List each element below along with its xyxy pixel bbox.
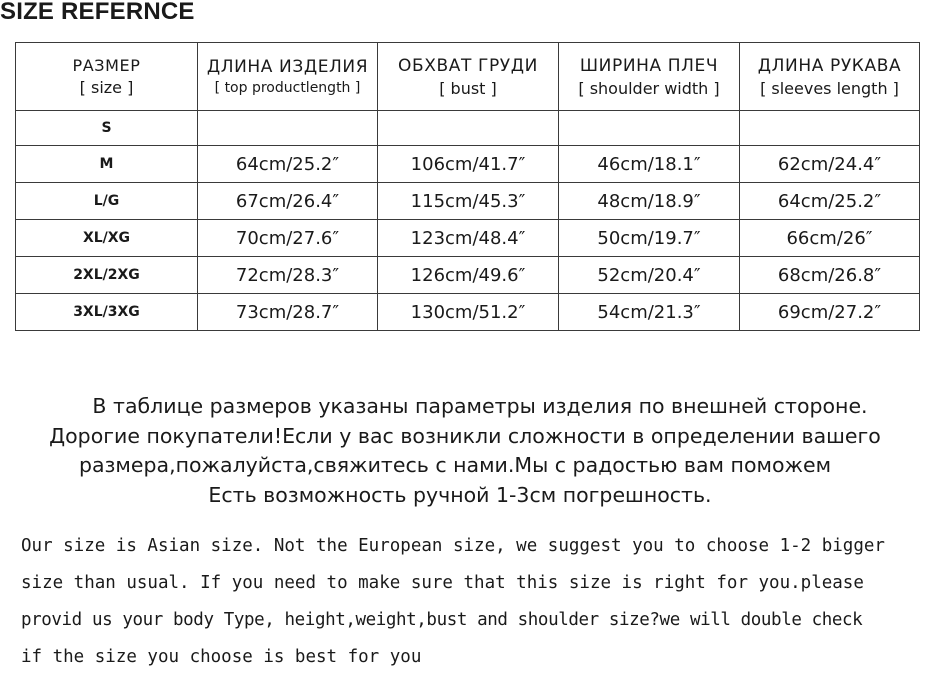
size-cell: S [16, 111, 198, 146]
size-cell: M [16, 146, 198, 183]
sleeve-cell: 68cm/26.8″ [740, 257, 920, 294]
sleeve-cell: 62cm/24.4″ [740, 146, 920, 183]
note-line: В таблице размеров указаны параметры изделия по внешней стороне. [92, 394, 868, 418]
size-cell: XL/XG [16, 220, 198, 257]
bust-cell: 106cm/41.7″ [378, 146, 559, 183]
length-cell: 70cm/27.6″ [198, 220, 378, 257]
length-cell [198, 111, 378, 146]
note-line: provid us your body Type, height,weight,bust and shoulder size?we will double check [21, 610, 863, 630]
english-notes [21, 528, 921, 676]
note-line: размера,пожалуйста,свяжитесь с нами.Мы с радостью вам поможем [78, 453, 832, 477]
header-sleeve [740, 43, 920, 111]
length-cell: 73cm/28.7″ [198, 294, 378, 331]
note-line: Есть возможность ручной 1-3см погрешность. [208, 482, 712, 507]
size-table [15, 42, 920, 331]
header-size [16, 43, 198, 111]
size-cell: L/G [16, 183, 198, 220]
sleeve-cell: 64cm/25.2″ [740, 183, 920, 220]
header-shoulder [559, 43, 740, 111]
header-length-ru: ДЛИНА ИЗДЕЛИЯ [206, 57, 369, 77]
size-cell: 3XL/3XG [16, 294, 198, 331]
table-row [16, 257, 920, 294]
size-cell: 2XL/2XG [16, 257, 198, 294]
table-header-row [16, 43, 920, 111]
header-size-ru: РАЗМЕР [72, 56, 141, 75]
shoulder-cell: 48cm/18.9″ [559, 183, 740, 220]
header-bust-ru: ОБХВАТ ГРУДИ [398, 55, 538, 76]
header-shoulder-ru: ШИРИНА ПЛЕЧ [579, 55, 719, 76]
table-row [16, 183, 920, 220]
header-bust [378, 43, 559, 111]
note-line: Our size is Asian size. Not the European size, we suggest you to choose 1-2 bigger [21, 536, 885, 556]
bust-cell: 123cm/48.4″ [378, 220, 559, 257]
page-title: SIZE REFERNCE [0, 0, 195, 25]
header-bust-en: [ bust ] [439, 78, 497, 98]
shoulder-cell: 52cm/20.4″ [559, 257, 740, 294]
header-length [198, 43, 378, 111]
russian-notes [0, 392, 930, 510]
bust-cell [378, 111, 559, 146]
shoulder-cell: 46cm/18.1″ [559, 146, 740, 183]
length-cell: 64cm/25.2″ [198, 146, 378, 183]
table-row [16, 146, 920, 183]
sleeve-cell: 69cm/27.2″ [740, 294, 920, 331]
length-cell: 67cm/26.4″ [198, 183, 378, 220]
note-line: size than usual. If you need to make sure that this size is right for you.please [21, 573, 864, 593]
sleeve-cell [740, 111, 920, 146]
shoulder-cell: 50cm/19.7″ [559, 220, 740, 257]
table-row [16, 294, 920, 331]
sleeve-cell: 66cm/26″ [740, 220, 920, 257]
shoulder-cell [559, 111, 740, 146]
header-sleeve-ru: ДЛИНА РУКАВА [757, 55, 902, 76]
header-shoulder-en: [ shoulder width ] [578, 78, 720, 98]
header-length-en: [ top productlength ] [214, 80, 361, 96]
table-row [16, 220, 920, 257]
shoulder-cell: 54cm/21.3″ [559, 294, 740, 331]
bust-cell: 130cm/51.2″ [378, 294, 559, 331]
bust-cell: 126cm/49.6″ [378, 257, 559, 294]
bust-cell: 115cm/45.3″ [378, 183, 559, 220]
table-row [16, 111, 920, 146]
note-line: Дорогие покупатели!Если у вас возникли сложности в определении вашего [49, 423, 881, 448]
header-sleeve-en: [ sleeves length ] [760, 78, 899, 98]
header-size-en: [ size ] [79, 78, 134, 97]
note-line: if the size you choose is best for you [21, 647, 422, 667]
length-cell: 72cm/28.3″ [198, 257, 378, 294]
